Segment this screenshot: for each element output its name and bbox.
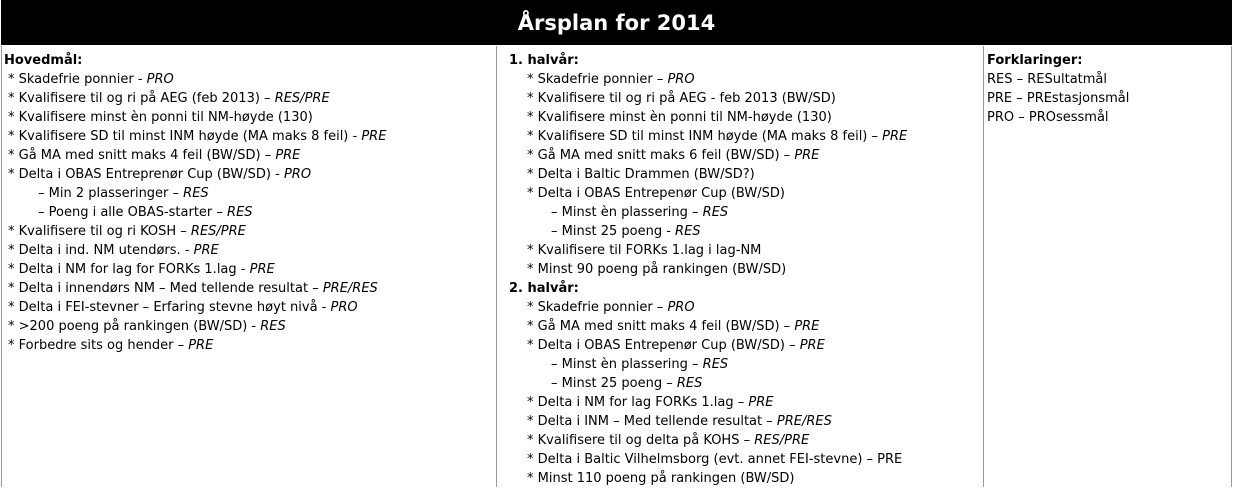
half-year-line-text: * Delta i OBAS Entrepenør Cup (BW/SD): [527, 186, 785, 201]
main-goals-column: [1, 46, 496, 487]
legend-line: [984, 108, 1231, 127]
main-goals-line: [2, 222, 496, 241]
main-goals-heading: Hovedmål:: [4, 53, 83, 68]
main-goals-goal-type-tag: RES/PRE: [190, 224, 246, 239]
half-year-line: [497, 222, 983, 241]
half-year-line-text: * Delta i Baltic Vilhelmsborg (evt. annet FEI-stevne) – PRE: [527, 452, 903, 467]
legend-line-text: PRE – PREstasjonsmål: [987, 91, 1130, 106]
half-year-goal-type-tag: PRE: [748, 395, 774, 410]
half-year-line: [497, 184, 983, 203]
main-goals-line-text: * Delta i FEI-stevner – Erfaring stevne høyt nivå -: [8, 300, 331, 315]
half-year-line: [497, 89, 983, 108]
main-goals-line: [2, 317, 496, 336]
main-goals-line-text: * Kvalifisere til og ri på AEG (feb 2013) –: [8, 91, 275, 106]
main-goals-goal-type-tag: RES: [227, 205, 253, 220]
half-year-line-text: 1. halvår:: [509, 53, 579, 68]
half-year-line-text: * Kvalifisere til og ri på AEG - feb 2013 (BW/SD): [527, 91, 836, 106]
half-year-line: [497, 146, 983, 165]
half-year-goal-type-tag: PRE: [799, 338, 825, 353]
half-year-line: [497, 298, 983, 317]
main-goals-line-text: * Gå MA med snitt maks 4 feil (BW/SD) –: [8, 148, 276, 163]
main-goals-line: [2, 298, 496, 317]
half-year-line: [497, 241, 983, 260]
main-goals-line-text: * >200 poeng på rankingen (BW/SD) -: [8, 319, 261, 334]
half-year-line-text: * Kvalifisere minst èn ponni til NM-høyde (130): [527, 110, 832, 125]
sheet-title: Årsplan for 2014: [1, 0, 1232, 45]
half-year-line: [497, 355, 983, 374]
half-year-line-text: * Kvalifisere til og delta på KOHS –: [527, 433, 755, 448]
main-goals-goal-type-tag: PRE: [249, 262, 275, 277]
half-year-line: [497, 412, 983, 431]
main-goals-goal-type-tag: PRE/RES: [322, 281, 378, 296]
half-year-line: [497, 317, 983, 336]
main-goals-line-text: * Delta i OBAS Entreprenør Cup (BW/SD) -: [8, 167, 284, 182]
main-goals-line-text: * Delta i ind. NM utendørs. -: [8, 243, 194, 258]
half-year-line-text: * Minst 110 poeng på rankingen (BW/SD): [527, 471, 795, 486]
half-year-line-text: * Gå MA med snitt maks 6 feil (BW/SD) –: [527, 148, 795, 163]
half-year-list: [497, 51, 983, 488]
half-year-line-text: * Minst 90 poeng på rankingen (BW/SD): [527, 262, 787, 277]
main-goals-line: [2, 70, 496, 89]
half-year-goal-type-tag: PRO: [667, 300, 695, 315]
half-year-line: [497, 127, 983, 146]
half-year-goal-type-tag: RES: [676, 376, 703, 391]
half-year-line-text: * Delta i OBAS Entrepenør Cup (BW/SD) –: [527, 338, 800, 353]
main-goals-line: [2, 184, 496, 203]
main-goals-line-text: * Kvalifisere SD til minst INM høyde (MA maks 8 feil) -: [8, 129, 362, 144]
main-goals-goal-type-tag: RES: [260, 319, 286, 334]
main-goals-goal-type-tag: PRE: [361, 129, 387, 144]
half-year-line-text: * Delta i Baltic Drammen (BW/SD?): [527, 167, 755, 182]
half-year-line: [497, 469, 983, 488]
main-goals-line: [2, 108, 496, 127]
half-year-line: [497, 336, 983, 355]
half-year-line: [497, 203, 983, 222]
main-goals-line: [2, 203, 496, 222]
legend-line: [984, 70, 1231, 89]
main-goals-line: [2, 165, 496, 184]
main-goals-line-text: * Skadefrie ponnier -: [8, 72, 147, 87]
main-goals-goal-type-tag: RES/PRE: [274, 91, 330, 106]
main-goals-line-text: * Kvalifisere til og ri KOSH –: [8, 224, 191, 239]
main-goals-line-text: * Kvalifisere minst èn ponni til NM-høyde (130): [8, 110, 313, 125]
main-goals-line-text: – Min 2 plasseringer –: [38, 186, 184, 201]
half-year-line: [497, 260, 983, 279]
main-goals-line: [2, 89, 496, 108]
main-goals-line-text: * Forbedre sits og hender –: [8, 338, 189, 353]
main-goals-line-text: – Poeng i alle OBAS-starter –: [38, 205, 228, 220]
half-year-line-text: * Kvalifisere SD til minst INM høyde (MA maks 8 feil) –: [527, 129, 883, 144]
legend-line: [984, 89, 1231, 108]
legend-heading: Forklaringer:: [987, 53, 1083, 68]
half-year-line: [497, 165, 983, 184]
main-goals-goal-type-tag: PRE: [188, 338, 214, 353]
half-year-section-heading: [497, 279, 983, 298]
half-year-line: [497, 393, 983, 412]
half-year-line-text: * Kvalifisere til FORKs 1.lag i lag-NM: [527, 243, 762, 258]
half-year-line: [497, 431, 983, 450]
half-year-line: [497, 450, 983, 469]
half-year-line: [497, 70, 983, 89]
half-year-section-heading: [497, 51, 983, 70]
half-year-line: [497, 374, 983, 393]
main-goals-list: [2, 51, 496, 355]
main-goals-goal-type-tag: PRO: [330, 300, 358, 315]
half-year-line-text: – Minst èn plassering –: [551, 205, 703, 220]
main-goals-goal-type-tag: PRE: [193, 243, 219, 258]
half-year-line-text: – Minst èn plassering –: [551, 357, 703, 372]
half-year-column: [496, 46, 983, 487]
legend-list: [984, 51, 1231, 127]
half-year-line-text: – Minst 25 poeng -: [551, 224, 676, 239]
legend-column: [983, 46, 1232, 487]
main-goals-line: [2, 336, 496, 355]
half-year-line-text: * Delta i NM for lag FORKs 1.lag –: [527, 395, 749, 410]
half-year-goal-type-tag: RES: [702, 205, 729, 220]
half-year-line-text: * Delta i INM – Med tellende resultat –: [527, 414, 777, 429]
legend-line-text: RES – RESultatmål: [987, 72, 1108, 87]
half-year-goal-type-tag: PRO: [667, 72, 695, 87]
half-year-line-text: 2. halvår:: [509, 281, 579, 296]
main-goals-line: [2, 241, 496, 260]
main-goals-line: [2, 279, 496, 298]
legend-line-text: PRO – PROsessmål: [987, 110, 1109, 125]
half-year-line-text: * Skadefrie ponnier –: [527, 72, 668, 87]
half-year-goal-type-tag: RES: [675, 224, 701, 239]
half-year-goal-type-tag: RES/PRE: [754, 433, 810, 448]
half-year-goal-type-tag: PRE/RES: [776, 414, 832, 429]
main-goals-line-text: * Delta i innendørs NM – Med tellende resultat –: [8, 281, 323, 296]
half-year-line-text: * Skadefrie ponnier –: [527, 300, 668, 315]
half-year-goal-type-tag: RES: [702, 357, 729, 372]
half-year-line: [497, 108, 983, 127]
half-year-line-text: * Gå MA med snitt maks 4 feil (BW/SD) –: [527, 319, 795, 334]
main-goals-line-text: * Delta i NM for lag for FORKs 1.lag -: [8, 262, 250, 277]
main-goals-line: [2, 127, 496, 146]
main-goals-line: [2, 146, 496, 165]
half-year-line-text: – Minst 25 poeng –: [551, 376, 677, 391]
main-goals-line: [2, 260, 496, 279]
main-goals-goal-type-tag: PRE: [275, 148, 301, 163]
half-year-goal-type-tag: PRE: [794, 319, 820, 334]
main-goals-goal-type-tag: PRO: [146, 72, 174, 87]
main-goals-goal-type-tag: RES: [183, 186, 209, 201]
half-year-goal-type-tag: PRE: [794, 148, 820, 163]
half-year-goal-type-tag: PRE: [882, 129, 908, 144]
main-goals-goal-type-tag: PRO: [283, 167, 312, 182]
